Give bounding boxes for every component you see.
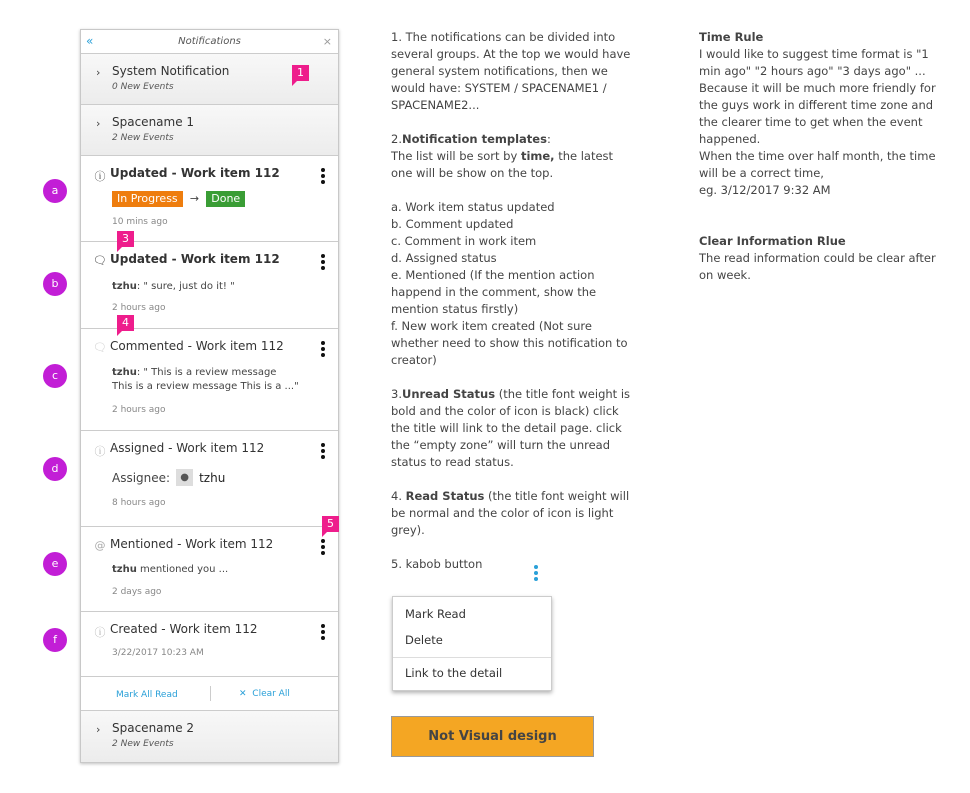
item-time: 10 mins ago: [112, 217, 168, 227]
avatar-icon: ●: [176, 469, 193, 486]
mark-all-read-link[interactable]: Mark All Read: [116, 690, 178, 700]
kebab-button[interactable]: [320, 341, 326, 357]
group-title: System Notification: [112, 64, 230, 78]
info-icon: ⓘ: [94, 626, 106, 639]
marker-5: 5: [322, 516, 339, 532]
item-time: 3/22/2017 10:23 AM: [112, 648, 204, 658]
kebab-button[interactable]: [320, 443, 326, 459]
status-from: In Progress: [112, 191, 183, 207]
item-time: 8 hours ago: [112, 498, 166, 508]
group-count: 2 New Events: [112, 739, 174, 749]
annotation-d: d: [43, 457, 67, 481]
comment-icon: 🗨: [93, 254, 107, 267]
comment-icon: 🗨: [93, 341, 107, 354]
rules-column: [699, 29, 939, 284]
group-title: Spacename 1: [112, 115, 195, 129]
item-text: mentioned you ...: [136, 564, 229, 575]
item-time: 2 hours ago: [112, 303, 166, 313]
notification-item-status[interactable]: [81, 156, 338, 242]
kebab-button[interactable]: [320, 254, 326, 270]
panel-header: [81, 30, 338, 54]
kebab-menu: [392, 596, 552, 691]
item-user: tzhu: [112, 281, 137, 292]
chevron-right-icon: ›: [96, 66, 101, 79]
annotation-a: a: [43, 179, 67, 203]
group-spacename-2[interactable]: [81, 711, 338, 762]
notification-item-commented[interactable]: [81, 329, 338, 431]
item-time: 2 days ago: [112, 587, 162, 597]
time-rule-body: I would like to suggest time format is "1 min ago" "2 hours ago" "3 days ago" ... Because it will be much more friendly for the guys work in different time zone and the clearer time to get when the event happened.: [699, 47, 936, 146]
panel-title: Notifications: [178, 36, 241, 47]
assignee-label: Assignee:: [112, 470, 171, 485]
status-to: Done: [206, 191, 245, 207]
menu-item-link-detail[interactable]: Link to the detail: [393, 657, 551, 687]
item-title[interactable]: Created - Work item 112: [110, 622, 258, 636]
note-2-list: a. Work item status updated b. Comment updated c. Comment in work item d. Assigned status e. Mentioned (If the mention action happend in the comment, show the mention status firstly) f. New work item created (Not sure whether need to show this notification to creator): [391, 200, 628, 367]
note-2: 2.Notification templates: The list will be sort by time, the latest one will be show on the top.: [391, 132, 614, 180]
marker-1: 1: [292, 65, 309, 81]
close-icon[interactable]: ×: [322, 35, 332, 48]
time-rule-body-3: eg. 3/12/2017 9:32 AM: [699, 183, 831, 197]
arrow-icon: →: [189, 192, 200, 205]
marker-4: 4: [117, 315, 134, 331]
note-4: 4. Read Status (the title font weight will be normal and the color of icon is light grey).: [391, 489, 630, 537]
clear-all-button[interactable]: [239, 689, 290, 699]
notification-item-mentioned[interactable]: [81, 527, 338, 612]
group-count: 2 New Events: [112, 133, 174, 143]
item-text: : " sure, just do it! ": [136, 281, 235, 292]
annotation-b: b: [43, 272, 67, 296]
collapse-icon[interactable]: «: [86, 34, 94, 48]
annotation-e: e: [43, 552, 67, 576]
clear-all-label: Clear All: [252, 689, 290, 699]
time-rule-title: Time Rule: [699, 30, 764, 44]
divider: [210, 686, 211, 701]
item-text: : " This is a review message: [136, 367, 277, 378]
group-spacename-1[interactable]: [81, 105, 338, 156]
annotation-c: c: [43, 364, 67, 388]
item-title[interactable]: Updated - Work item 112: [110, 166, 280, 180]
item-user: tzhu: [112, 367, 137, 378]
kebab-example-icon[interactable]: [534, 565, 538, 581]
notes-column: [391, 29, 636, 590]
info-icon: ⓘ: [94, 445, 106, 458]
kebab-button[interactable]: [320, 168, 326, 184]
clear-rule-title: Clear Information Rlue: [699, 234, 846, 248]
close-icon: ✕: [239, 689, 247, 699]
menu-item-mark-read[interactable]: Mark Read: [405, 607, 466, 621]
clear-rule-body: The read information could be clear after on week.: [699, 251, 936, 282]
kebab-button[interactable]: [320, 539, 326, 555]
note-5: 5. kabob button: [391, 557, 483, 571]
at-icon: @: [94, 539, 106, 552]
item-title[interactable]: Updated - Work item 112: [110, 252, 280, 266]
notifications-panel: [80, 29, 339, 763]
item-time: 2 hours ago: [112, 405, 166, 415]
note-1: 1. The notifications can be divided into several groups. At the top we would have general system notifications, then we would have: SYSTEM / SPACENAME1 / SPACENAME2...: [391, 30, 631, 112]
item-title[interactable]: Assigned - Work item 112: [110, 441, 265, 455]
notification-item-created[interactable]: [81, 612, 338, 677]
not-visual-design-badge: Not Visual design: [391, 716, 594, 757]
annotation-f: f: [43, 628, 67, 652]
note-3: 3.Unread Status (the title font weight is bold and the color of icon is black) click the title will link to the detail page. click the “empty zone” will turn the unread status to read status.: [391, 387, 631, 469]
group-title: Spacename 2: [112, 721, 195, 735]
notification-item-assigned[interactable]: [81, 431, 338, 527]
menu-item-delete[interactable]: Delete: [405, 633, 443, 647]
kebab-button[interactable]: [320, 624, 326, 640]
time-rule-body-2: When the time over half month, the time will be a correct time,: [699, 149, 936, 180]
item-title[interactable]: Mentioned - Work item 112: [110, 537, 274, 551]
item-user: tzhu: [112, 564, 137, 575]
info-icon: ⓘ: [94, 170, 106, 183]
chevron-right-icon: ›: [96, 117, 101, 130]
marker-3: 3: [117, 231, 134, 247]
group-count: 0 New Events: [112, 82, 174, 92]
assignee-name: tzhu: [199, 470, 226, 485]
item-text-2: This is a review message This is a ...": [112, 381, 299, 392]
chevron-right-icon: ›: [96, 723, 101, 736]
item-title[interactable]: Commented - Work item 112: [110, 339, 284, 353]
panel-actions: [81, 677, 338, 711]
